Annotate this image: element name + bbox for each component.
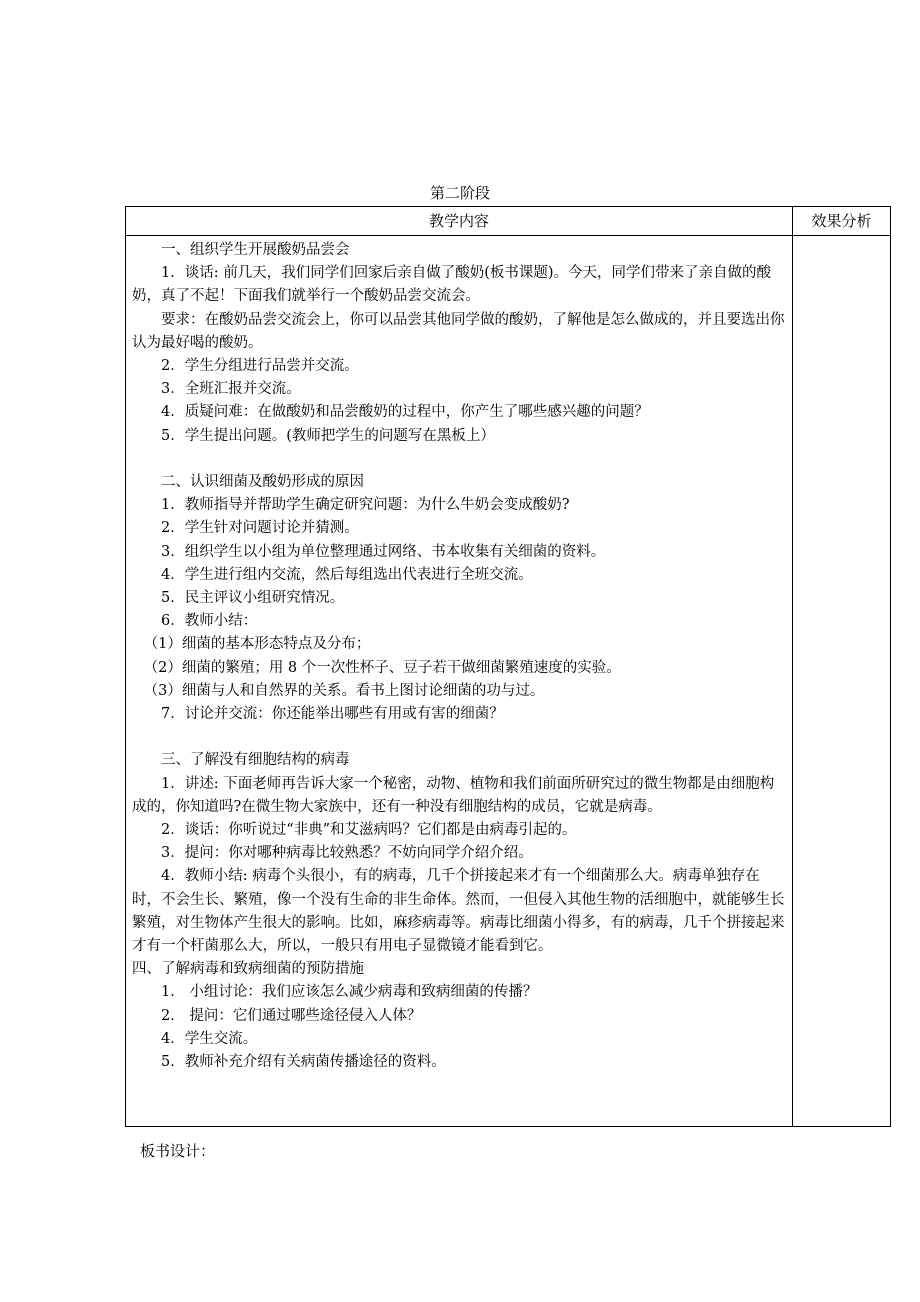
section-heading: 三、了解没有细胞结构的病毒	[161, 752, 350, 769]
stage-title: 第二阶段	[429, 184, 490, 202]
list-item: 5．学生提出问题。(教师把学生的问题写在黑板上）	[161, 427, 495, 444]
list-subitem: （3）细菌与人和自然界的关系。看书上图讨论细菌的功与过。	[143, 682, 545, 699]
list-item: 1．谈话: 前几天，我们同学们回家后亲自做了酸奶(板书课题)。今天，同学们带来了亲自做的酸奶，真了不起！下面我们就举行一个酸奶品尝交流会。	[132, 265, 772, 305]
teaching-content	[126, 236, 792, 1074]
list-subitem: （2）细菌的繁殖；用 8 个一次性杯子、豆子若干做细菌繁殖速度的实验。	[143, 659, 621, 676]
teaching-content-cell	[126, 236, 793, 1127]
list-item: 2．学生分组进行品尝并交流。	[161, 358, 359, 375]
list-item: 6．教师小结：	[161, 613, 258, 630]
list-item: 5．民主评议小组研究情况。	[161, 590, 345, 607]
table-body-row	[126, 236, 891, 1127]
lesson-plan-table	[125, 206, 891, 1127]
list-item: 4．学生交流。	[161, 1030, 258, 1047]
list-item: 3．全班汇报并交流。	[161, 381, 301, 398]
list-item: 2．谈话：你听说过“非典”和艾滋病吗？它们都是由病毒引起的。	[161, 822, 577, 839]
section-heading: 二、认识细菌及酸奶形成的原因	[161, 474, 364, 491]
spacer	[132, 726, 786, 749]
list-item: 2．学生针对问题讨论并猜测。	[161, 520, 359, 537]
list-item: 要求：在酸奶品尝交流会上，你可以品尝其他同学做的酸奶，了解他是怎么做成的，并且要选出你认为最好喝的酸奶。	[132, 311, 785, 351]
list-item: 2． 提问：它们通过哪些途径侵入人体？	[161, 1007, 422, 1024]
list-item: 3．组织学生以小组为单位整理通过网络、书本收集有关细菌的资料。	[161, 543, 606, 560]
effect-analysis-cell	[793, 236, 891, 1127]
list-item: 3．提问：你对哪种病毒比较熟悉？不妨向同学介绍介绍。	[161, 845, 533, 862]
list-item: 7．讨论并交流：你还能举出哪些有用或有害的细菌？	[161, 706, 504, 723]
section-heading: 四、了解病毒和致病细菌的预防措施	[132, 961, 364, 978]
list-item: 5．教师补充介绍有关病菌传播途径的资料。	[161, 1054, 446, 1071]
spacer	[132, 448, 786, 471]
list-item: 1．讲述: 下面老师再告诉大家一个秘密，动物、植物和我们前面所研究过的微生物都是由细胞构成的，你知道吗?在微生物大家族中，还有一种没有细胞结构的成员，它就是病毒。	[132, 775, 775, 815]
list-item: 4．学生进行组内交流，然后每组选出代表进行全班交流。	[161, 566, 533, 583]
column-header-effect: 效果分析	[793, 207, 891, 236]
list-item: 1． 小组讨论：我们应该怎么减少病毒和致病细菌的传播？	[161, 984, 538, 1001]
board-design-label: 板书设计：	[140, 1142, 216, 1160]
column-header-content: 教学内容	[126, 207, 793, 236]
list-subitem: （1）细菌的基本形态特点及分布；	[143, 636, 371, 653]
list-item: 4．质疑问难：在做酸奶和品尝酸奶的过程中，你产生了哪些感兴趣的问题？	[161, 404, 649, 421]
list-item: 4．教师小结: 病毒个头很小，有的病毒，几千个拼接起来才有一个细菌那么大。病毒单独存在时，不会生长、繁殖，像一个没有生命的非生命体。然而，一但侵入其他生物的活细胞中，就能够生长繁殖，对生物体产生很大的影响。比如，麻疹病毒等。病毒比细菌小得多，有的病毒，几千个拼接起来才有一个杆菌那么大，所以，一般只有用电子显微镜才能看到它。	[132, 868, 785, 955]
list-item: 1．教师指导并帮助学生确定研究问题：为什么牛奶会变成酸奶?	[161, 497, 570, 514]
table-header-row	[126, 207, 891, 236]
section-heading: 一、组织学生开展酸奶品尝会	[161, 242, 350, 258]
